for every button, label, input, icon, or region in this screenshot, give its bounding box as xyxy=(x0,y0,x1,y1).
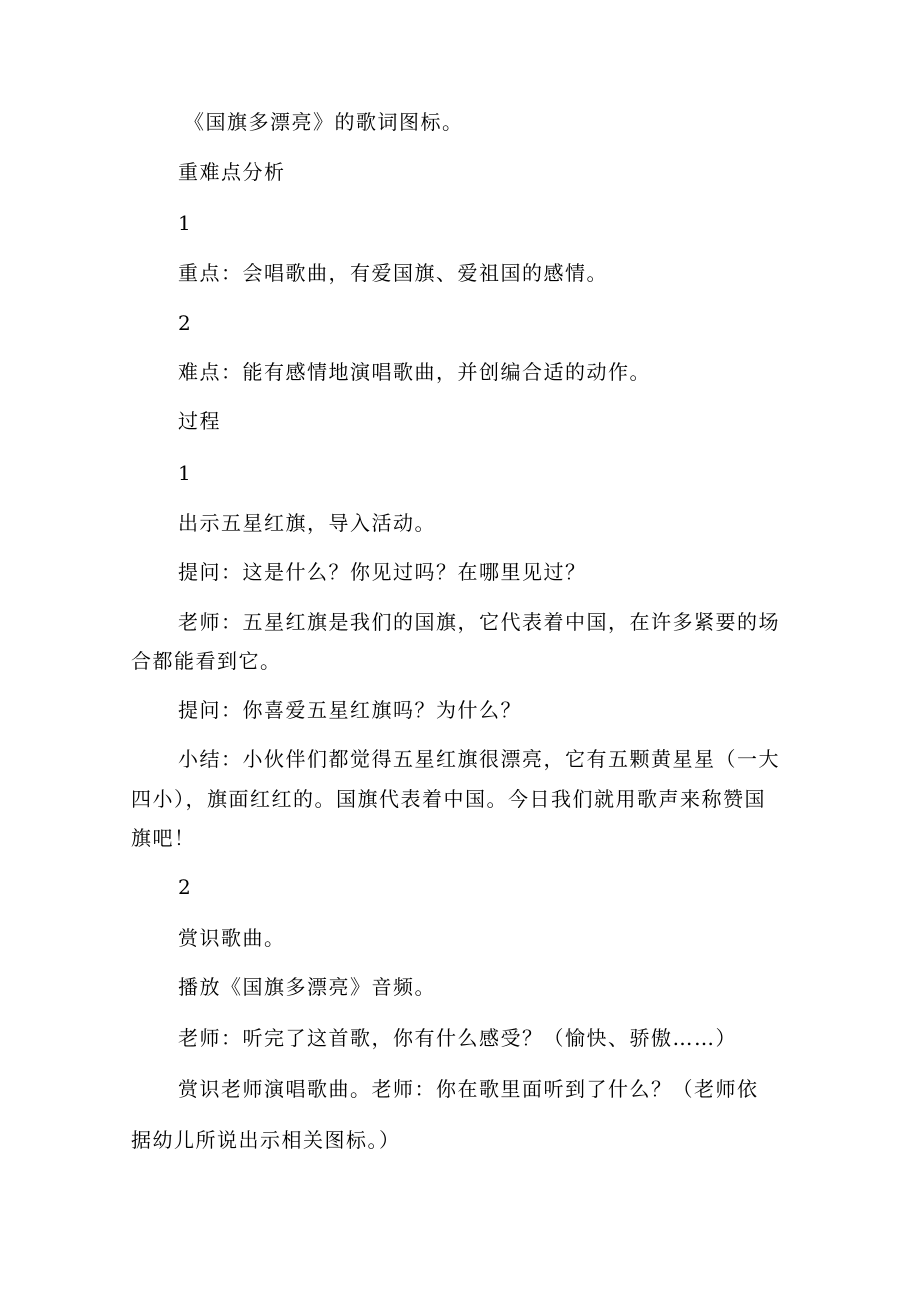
paragraph: 小结：小伙伴们都觉得五星红旗很漂亮，它有五颗黄星星（一大 xyxy=(178,747,780,771)
key-point-text: 重点：会唱歌曲，有爱国旗、爱祖国的感情。 xyxy=(178,261,608,285)
paragraph-continuation: 四小），旗面红红的。国旗代表着中国。今日我们就用歌声来称赞国 xyxy=(131,787,766,811)
paragraph-continuation: 据幼儿所说出示相关图标。） xyxy=(131,1128,401,1152)
list-number: 1 xyxy=(178,211,193,235)
paragraph-continuation: 旗吧！ xyxy=(131,826,196,850)
list-number: 2 xyxy=(178,311,193,335)
list-number: 2 xyxy=(178,875,193,899)
paragraph: 老师：五星红旗是我们的国旗，它代表着中国，在许多紧要的场 xyxy=(178,610,780,634)
paragraph: 出示五星红旗，导入活动。 xyxy=(178,511,436,535)
lyrics-icon-line: 《国旗多漂亮》的歌词图标。 xyxy=(184,110,464,134)
list-number: 1 xyxy=(178,461,193,485)
paragraph: 赏识歌曲。 xyxy=(178,926,286,950)
paragraph: 播放《国旗多漂亮》音频。 xyxy=(178,975,436,999)
paragraph: 提问：你喜爱五星红旗吗？为什么？ xyxy=(178,698,522,722)
section-heading-key-points: 重难点分析 xyxy=(178,160,286,184)
paragraph: 赏识老师演唱歌曲。老师：你在歌里面听到了什么？（老师依 xyxy=(178,1077,759,1101)
paragraph-continuation: 合都能看到它。 xyxy=(131,649,282,673)
section-heading-process: 过程 xyxy=(178,409,221,433)
difficulty-text: 难点：能有感情地演唱歌曲，并创编合适的动作。 xyxy=(178,360,651,384)
paragraph: 老师：听完了这首歌，你有什么感受？（愉快、骄傲……） xyxy=(178,1026,737,1050)
paragraph: 提问：这是什么？你见过吗？在哪里见过？ xyxy=(178,560,587,584)
